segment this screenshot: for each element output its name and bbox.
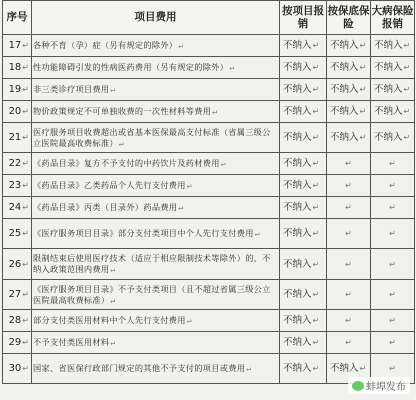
return-mark: ↵ — [186, 181, 192, 190]
cell-serious-illness-text: 不纳入 — [374, 40, 403, 51]
row-item-text: 医疗服务项目收费超出或省基本医保最高支付标准（省属三级公立医院最高收费标准） — [33, 126, 271, 148]
header-item: 项目费用 — [32, 1, 280, 35]
row-item — [32, 101, 280, 123]
row-number — [3, 153, 32, 175]
return-mark: ↵ — [22, 316, 29, 325]
return-mark: ↵ — [22, 338, 29, 347]
cell-item-reimburse — [280, 175, 327, 197]
return-mark: ↵ — [345, 203, 352, 212]
return-mark: ↵ — [359, 85, 367, 94]
return-mark: ↵ — [220, 159, 226, 168]
return-mark: ↵ — [312, 181, 320, 190]
return-mark: ↵ — [359, 63, 367, 72]
cell-serious-illness-text: 不纳入 — [374, 132, 403, 143]
row-item-text: 《药品目录》乙类药品个人先行支付费用 — [33, 180, 186, 190]
return-mark: ↵ — [229, 63, 235, 72]
return-mark: ↵ — [312, 259, 320, 269]
return-mark: ↵ — [22, 85, 29, 94]
row-item-text: 《药品目录》丙类（目录外）药品费用 — [33, 202, 178, 212]
return-mark: ↵ — [312, 203, 320, 212]
return-mark: ↵ — [186, 316, 192, 325]
return-mark: ↵ — [312, 290, 320, 299]
row-number-text: 24 — [8, 202, 22, 213]
table-row — [3, 310, 415, 332]
cell-item-reimburse — [280, 35, 327, 57]
row-item-text: 部分支付类医用材料中个人先行支付费用 — [33, 315, 186, 325]
return-mark: ↵ — [345, 159, 352, 168]
return-mark: ↵ — [389, 181, 396, 190]
cell-item-reimburse-text: 不纳入 — [283, 363, 312, 374]
return-mark: ↵ — [345, 259, 352, 269]
cell-item-reimburse — [280, 332, 327, 354]
return-mark: ↵ — [246, 364, 252, 373]
row-number-text: 21 — [8, 132, 22, 143]
return-mark: ↵ — [22, 364, 29, 373]
row-item-text: 《医疗服务项目目录》不予支付类项目（且不超过省属三级公立医院最高收费标准） — [33, 283, 271, 305]
return-mark: ↵ — [403, 85, 411, 94]
row-number-text: 29 — [8, 337, 22, 348]
return-mark: ↵ — [389, 338, 396, 347]
cell-item-reimburse — [280, 153, 327, 175]
cell-item-reimburse-text: 不纳入 — [283, 180, 312, 191]
return-mark: ↵ — [359, 107, 367, 116]
row-item — [32, 332, 280, 354]
row-item — [32, 310, 280, 332]
return-mark: ↵ — [110, 338, 116, 347]
cell-serious-illness — [371, 153, 415, 175]
return-mark: ↵ — [312, 41, 320, 50]
row-number-text: 30 — [8, 363, 22, 374]
row-item-text: 物价政策规定不可单独收费的一次性材料等费用 — [33, 106, 212, 116]
row-number — [3, 310, 32, 332]
cell-item-reimburse-text: 不纳入 — [283, 158, 312, 169]
return-mark: ↵ — [22, 229, 29, 238]
row-item — [32, 219, 280, 249]
return-mark: ↵ — [403, 63, 411, 72]
cell-serious-illness — [371, 197, 415, 219]
cell-item-reimburse-text: 不纳入 — [283, 106, 312, 117]
cell-base-insurance — [327, 249, 371, 280]
return-mark: ↵ — [312, 63, 320, 72]
return-mark: ↵ — [254, 229, 260, 238]
row-item-text: 非三类诊疗项目费用 — [33, 84, 110, 94]
cell-base-insurance — [327, 79, 371, 101]
row-number — [3, 35, 32, 57]
cell-item-reimburse — [280, 79, 327, 101]
cell-serious-illness — [371, 79, 415, 101]
return-mark: ↵ — [312, 85, 320, 94]
row-number — [3, 101, 32, 123]
return-mark: ↵ — [22, 181, 29, 190]
return-mark: ↵ — [345, 229, 352, 238]
return-mark: ↵ — [22, 259, 29, 269]
cell-base-insurance — [327, 35, 371, 57]
row-item — [32, 35, 280, 57]
row-number — [3, 280, 32, 310]
return-mark: ↵ — [345, 181, 352, 190]
row-item-text: 性功能障碍引发的性病医药费用（另有规定的除外） — [33, 62, 229, 72]
row-item — [32, 354, 280, 384]
row-item — [32, 79, 280, 101]
cell-base-insurance — [327, 57, 371, 79]
row-number-text: 22 — [8, 158, 22, 169]
cell-item-reimburse-text: 不纳入 — [283, 289, 312, 300]
row-item-text: 限制结束后使用医疗技术（适应于相应限制技术等除外）的，不纳入政策范围内费用 — [33, 253, 271, 274]
row-item-text: 各种不育（孕）症（另有规定的除外） — [33, 40, 178, 50]
watermark-text: 蚌埠发布 — [366, 382, 406, 393]
cell-base-insurance-text: 不纳入 — [330, 363, 359, 374]
table-header-row — [3, 1, 415, 35]
coverage-table — [2, 0, 415, 384]
cell-item-reimburse — [280, 354, 327, 384]
return-mark: ↵ — [178, 203, 184, 212]
row-number — [3, 175, 32, 197]
row-number-text: 23 — [8, 180, 22, 191]
table-row — [3, 123, 415, 153]
table-row — [3, 197, 415, 219]
return-mark: ↵ — [22, 203, 29, 212]
cell-item-reimburse — [280, 57, 327, 79]
cell-serious-illness — [371, 332, 415, 354]
return-mark: ↵ — [345, 316, 352, 325]
cell-item-reimburse — [280, 219, 327, 249]
return-mark: ↵ — [359, 133, 367, 142]
wechat-icon — [352, 381, 364, 391]
header-number: 序号 — [3, 1, 32, 35]
return-mark: ↵ — [389, 316, 396, 325]
cell-item-reimburse — [280, 197, 327, 219]
row-number-text: 19 — [8, 84, 22, 95]
cell-base-insurance-text: 不纳入 — [330, 106, 359, 117]
cell-item-reimburse — [280, 249, 327, 280]
return-mark: ↵ — [389, 364, 396, 373]
row-number-text: 25 — [8, 228, 22, 239]
cell-item-reimburse-text: 不纳入 — [283, 337, 312, 348]
return-mark: ↵ — [389, 259, 396, 269]
cell-serious-illness — [371, 249, 415, 280]
cell-base-insurance — [327, 332, 371, 354]
return-mark: ↵ — [389, 229, 396, 238]
return-mark: ↵ — [178, 41, 184, 50]
cell-item-reimburse-text: 不纳入 — [283, 315, 312, 326]
row-item-text: 不予支付类医用材料 — [33, 337, 110, 347]
return-mark: ↵ — [22, 107, 29, 116]
cell-base-insurance — [327, 310, 371, 332]
return-mark: ↵ — [312, 338, 320, 347]
row-item — [32, 197, 280, 219]
cell-serious-illness — [371, 280, 415, 310]
cell-base-insurance-text: 不纳入 — [330, 132, 359, 143]
row-item-text: 《医疗服务项目目录》部分支付类项目中个人先行支付费用 — [33, 228, 254, 238]
return-mark: ↵ — [110, 265, 116, 274]
row-number — [3, 332, 32, 354]
table-row — [3, 57, 415, 79]
return-mark: ↵ — [312, 133, 320, 142]
cell-serious-illness — [371, 123, 415, 153]
watermark — [348, 377, 410, 394]
table-row — [3, 79, 415, 101]
return-mark: ↵ — [345, 290, 352, 299]
row-number — [3, 197, 32, 219]
row-number-text: 18 — [8, 62, 22, 73]
row-item — [32, 57, 280, 79]
cell-serious-illness — [371, 219, 415, 249]
cell-item-reimburse-text: 不纳入 — [283, 40, 312, 51]
row-item — [32, 175, 280, 197]
row-number — [3, 57, 32, 79]
table-row — [3, 101, 415, 123]
return-mark: ↵ — [312, 159, 320, 168]
row-item — [32, 280, 280, 310]
row-number — [3, 354, 32, 384]
cell-item-reimburse-text: 不纳入 — [283, 228, 312, 239]
row-item — [32, 123, 280, 153]
return-mark: ↵ — [312, 229, 320, 238]
row-number — [3, 123, 32, 153]
table-row — [3, 332, 415, 354]
return-mark: ↵ — [345, 338, 352, 347]
cell-item-reimburse-text: 不纳入 — [283, 84, 312, 95]
cell-item-reimburse-text: 不纳入 — [283, 132, 312, 143]
return-mark: ↵ — [389, 203, 396, 212]
row-item — [32, 249, 280, 280]
return-mark: ↵ — [22, 41, 29, 50]
return-mark: ↵ — [312, 316, 320, 325]
return-mark: ↵ — [118, 138, 125, 148]
cell-serious-illness-text: 不纳入 — [374, 84, 403, 95]
row-number-text: 28 — [8, 315, 22, 326]
cell-serious-illness — [371, 101, 415, 123]
table-row — [3, 249, 415, 280]
return-mark: ↵ — [22, 159, 29, 168]
table-row — [3, 219, 415, 249]
table-row — [3, 175, 415, 197]
cell-base-insurance-text: 不纳入 — [330, 62, 359, 73]
return-mark: ↵ — [403, 107, 411, 116]
cell-serious-illness-text: 不纳入 — [374, 62, 403, 73]
return-mark: ↵ — [359, 41, 367, 50]
return-mark: ↵ — [22, 133, 29, 142]
cell-item-reimburse-text: 不纳入 — [283, 202, 312, 213]
table-row — [3, 280, 415, 310]
row-number-text: 27 — [8, 289, 22, 300]
return-mark: ↵ — [110, 85, 116, 94]
row-number — [3, 79, 32, 101]
row-number-text: 26 — [8, 258, 22, 270]
cell-serious-illness-text: 不纳入 — [374, 106, 403, 117]
cell-item-reimburse-text: 不纳入 — [283, 258, 312, 270]
return-mark: ↵ — [389, 290, 396, 299]
row-item-text: 国家、省医保行政部门规定的其他不予支付的项目或费用 — [33, 363, 246, 373]
row-number — [3, 219, 32, 249]
row-number-text: 17 — [8, 40, 22, 51]
return-mark: ↵ — [22, 290, 29, 299]
cell-base-insurance — [327, 153, 371, 175]
table-row — [3, 35, 415, 57]
row-item — [32, 153, 280, 175]
cell-base-insurance — [327, 175, 371, 197]
cell-item-reimburse — [280, 123, 327, 153]
row-number — [3, 249, 32, 280]
cell-item-reimburse-text: 不纳入 — [283, 62, 312, 73]
return-mark: ↵ — [22, 63, 29, 72]
cell-base-insurance — [327, 219, 371, 249]
cell-base-insurance — [327, 101, 371, 123]
cell-item-reimburse — [280, 280, 327, 310]
return-mark: ↵ — [403, 133, 411, 142]
header-item-reimburse: 按项目报销 — [280, 1, 327, 35]
return-mark: ↵ — [359, 364, 367, 373]
return-mark: ↵ — [312, 107, 320, 116]
header-base-insurance: 按保底保险 — [327, 1, 371, 35]
return-mark: ↵ — [389, 159, 396, 168]
cell-serious-illness — [371, 57, 415, 79]
cell-base-insurance-text: 不纳入 — [330, 84, 359, 95]
cell-serious-illness — [371, 175, 415, 197]
return-mark: ↵ — [212, 107, 218, 116]
row-item-text: 《药品目录》复方不予支付的中药饮片及药材费用 — [33, 158, 220, 168]
cell-base-insurance — [327, 197, 371, 219]
cell-serious-illness — [371, 35, 415, 57]
cell-base-insurance — [327, 280, 371, 310]
cell-item-reimburse — [280, 101, 327, 123]
return-mark: ↵ — [110, 295, 116, 305]
header-serious-illness-insurance: 大病保险报销 — [371, 1, 415, 35]
row-number-text: 20 — [8, 106, 22, 117]
cell-serious-illness — [371, 310, 415, 332]
cell-base-insurance-text: 不纳入 — [330, 40, 359, 51]
return-mark: ↵ — [403, 41, 411, 50]
cell-item-reimburse — [280, 310, 327, 332]
table-row — [3, 153, 415, 175]
cell-base-insurance — [327, 123, 371, 153]
return-mark: ↵ — [312, 364, 320, 373]
